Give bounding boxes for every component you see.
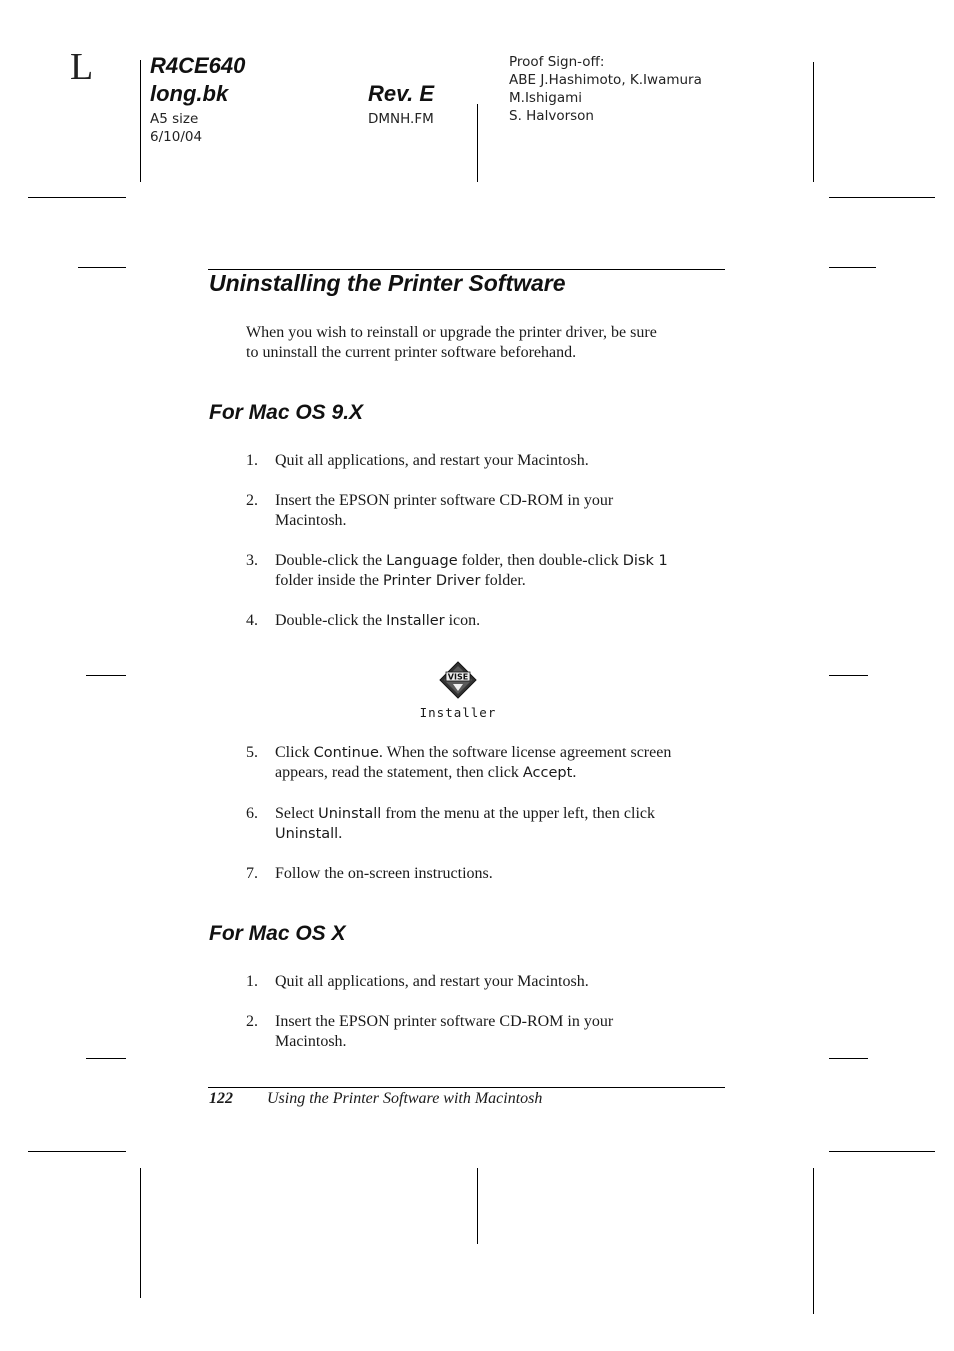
intro-paragraph: When you wish to reinstall or upgrade the printer driver, be sure to uninstall the current printer software beforehand.	[246, 324, 657, 361]
subsection-title-mac9: For Mac OS 9.X	[209, 401, 364, 424]
subsection-title-macx: For Mac OS X	[209, 922, 346, 945]
icon-label: Installer	[419, 705, 497, 720]
icon-badge: VISE	[447, 672, 469, 682]
book-name: long.bk	[150, 81, 229, 106]
crop-mark	[813, 1168, 814, 1314]
crop-mark	[140, 60, 141, 182]
ui-term: Uninstall	[318, 806, 382, 822]
proof-signoff	[509, 53, 702, 125]
corner-letter: L	[70, 46, 94, 88]
vise-installer-icon	[438, 660, 478, 700]
file-date: 6/10/04	[150, 129, 203, 145]
page-size: A5 size	[150, 111, 199, 127]
crop-mark	[829, 675, 868, 676]
ui-term: Continue	[313, 745, 379, 761]
footer-rule	[208, 1087, 725, 1088]
file-info	[150, 52, 245, 146]
crop-mark	[829, 1058, 868, 1059]
ui-term: Language	[386, 553, 458, 569]
crop-mark	[28, 1151, 126, 1152]
crop-mark	[829, 267, 876, 268]
crop-mark	[829, 197, 935, 198]
fm-file: DMNH.FM	[368, 111, 434, 127]
proof-line: M.Ishigami	[509, 90, 583, 106]
ui-term: Installer	[386, 613, 445, 629]
crop-mark	[829, 1151, 935, 1152]
crop-mark	[86, 1058, 126, 1059]
crop-mark	[28, 197, 126, 198]
installer-icon	[418, 660, 498, 720]
ui-term: Disk 1	[622, 553, 668, 569]
file-name: R4CE640	[150, 53, 246, 78]
page-number: 122	[209, 1090, 233, 1107]
crop-mark	[477, 104, 478, 182]
ui-term: Printer Driver	[382, 573, 481, 589]
proof-label: Proof Sign-off:	[509, 54, 605, 70]
revision-info	[368, 80, 434, 128]
proof-line: ABE J.Hashimoto, K.Iwamura	[509, 72, 702, 88]
proof-line: S. Halvorson	[509, 108, 594, 124]
running-footer-title: Using the Printer Software with Macintosh	[267, 1090, 543, 1107]
crop-mark	[86, 675, 126, 676]
ui-term: Uninstall	[275, 826, 339, 842]
crop-mark	[477, 1168, 478, 1244]
crop-mark	[813, 62, 814, 182]
section-title: Uninstalling the Printer Software	[209, 270, 566, 296]
revision: Rev. E	[368, 81, 435, 106]
crop-mark	[140, 1168, 141, 1298]
crop-mark	[78, 267, 126, 268]
ui-term: Accept	[522, 765, 573, 781]
